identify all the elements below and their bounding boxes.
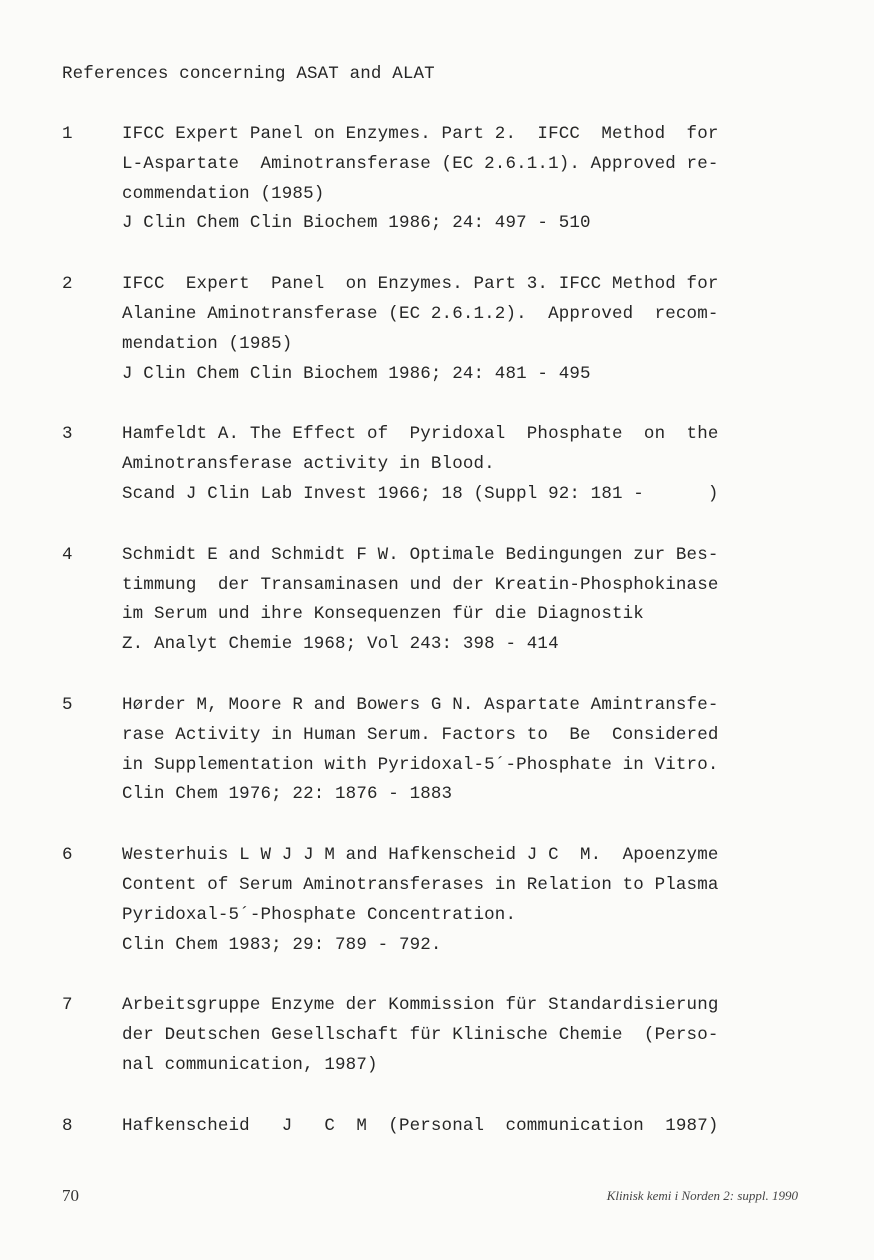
reference-line: Hørder M, Moore R and Bowers G N. Aspartate Amintransfe-: [122, 694, 719, 715]
reference-line: L-Aspartate Aminotransferase (EC 2.6.1.1). Approved re-: [122, 153, 719, 174]
reference-item-7: [62, 991, 802, 1080]
reference-item-1: [62, 120, 802, 239]
reference-line: Schmidt E and Schmidt F W. Optimale Bedingungen zur Bes-: [122, 544, 719, 565]
journal-citation: Klinisk kemi i Norden 2: suppl. 1990: [606, 1188, 798, 1203]
reference-number: 2: [62, 274, 73, 295]
reference-number: 4: [62, 544, 73, 565]
reference-text: [122, 1112, 802, 1142]
reference-item-6: [62, 841, 802, 960]
reference-line: Arbeitsgruppe Enzyme der Kommission für Standardisierung: [122, 995, 719, 1016]
reference-text: [122, 420, 802, 509]
reference-line: Aminotransferase activity in Blood.: [122, 454, 495, 475]
reference-line: Z. Analyt Chemie 1968; Vol 243: 398 - 414: [122, 634, 559, 655]
reference-list: [62, 120, 802, 1173]
reference-line: nal communication, 1987): [122, 1054, 378, 1075]
reference-text: [122, 541, 802, 660]
reference-line: commendation (1985): [122, 183, 325, 204]
reference-line: Scand J Clin Lab Invest 1966; 18 (Suppl 92: 181 - ): [122, 483, 719, 504]
reference-line: mendation (1985): [122, 333, 293, 354]
reference-line: rase Activity in Human Serum. Factors to Be Considered: [122, 724, 719, 745]
reference-line: im Serum und ihre Konsequenzen für die Diagnostik: [122, 604, 644, 625]
reference-item-4: [62, 541, 802, 660]
reference-line: Westerhuis L W J J M and Hafkenscheid J C M. Apoenzyme: [122, 845, 719, 866]
reference-line: Clin Chem 1983; 29: 789 - 792.: [122, 934, 442, 955]
reference-line: IFCC Expert Panel on Enzymes. Part 2. IFCC Method for: [122, 124, 719, 144]
reference-number: 6: [62, 845, 73, 866]
page-number: 70: [62, 1186, 79, 1205]
reference-number: 5: [62, 694, 73, 715]
reference-text: [122, 841, 802, 960]
reference-item-8: [62, 1112, 802, 1142]
reference-number: 8: [62, 1115, 73, 1136]
reference-number: 7: [62, 995, 73, 1016]
reference-line: in Supplementation with Pyridoxal-5´-Phosphate in Vitro.: [122, 754, 719, 775]
reference-number: 3: [62, 424, 73, 445]
reference-item-5: [62, 691, 802, 810]
reference-line: Hamfeldt A. The Effect of Pyridoxal Phosphate on the: [122, 424, 719, 445]
reference-line: der Deutschen Gesellschaft für Klinische Chemie (Perso-: [122, 1025, 719, 1046]
reference-number: 1: [62, 124, 73, 144]
reference-item-3: [62, 420, 802, 509]
reference-text: [122, 120, 802, 239]
reference-line: IFCC Expert Panel on Enzymes. Part 3. IFCC Method for: [122, 274, 719, 295]
reference-text: [122, 991, 802, 1080]
reference-text: [122, 270, 802, 389]
reference-line: Alanine Aminotransferase (EC 2.6.1.2). Approved recom-: [122, 303, 719, 324]
reference-line: Content of Serum Aminotransferases in Relation to Plasma: [122, 874, 719, 895]
reference-line: J Clin Chem Clin Biochem 1986; 24: 481 - 495: [122, 363, 591, 384]
reference-line: timmung der Transaminasen und der Kreatin-Phosphokinase: [122, 574, 719, 595]
reference-line: Clin Chem 1976; 22: 1876 - 1883: [122, 784, 453, 805]
reference-line: J Clin Chem Clin Biochem 1986; 24: 497 - 510: [122, 213, 591, 234]
reference-item-2: [62, 270, 802, 389]
page-heading: References concerning ASAT and ALAT: [62, 64, 435, 84]
reference-line: Hafkenscheid J C M (Personal communication 1987): [122, 1115, 719, 1136]
reference-text: [122, 691, 802, 810]
reference-line: Pyridoxal-5´-Phosphate Concentration.: [122, 904, 517, 925]
